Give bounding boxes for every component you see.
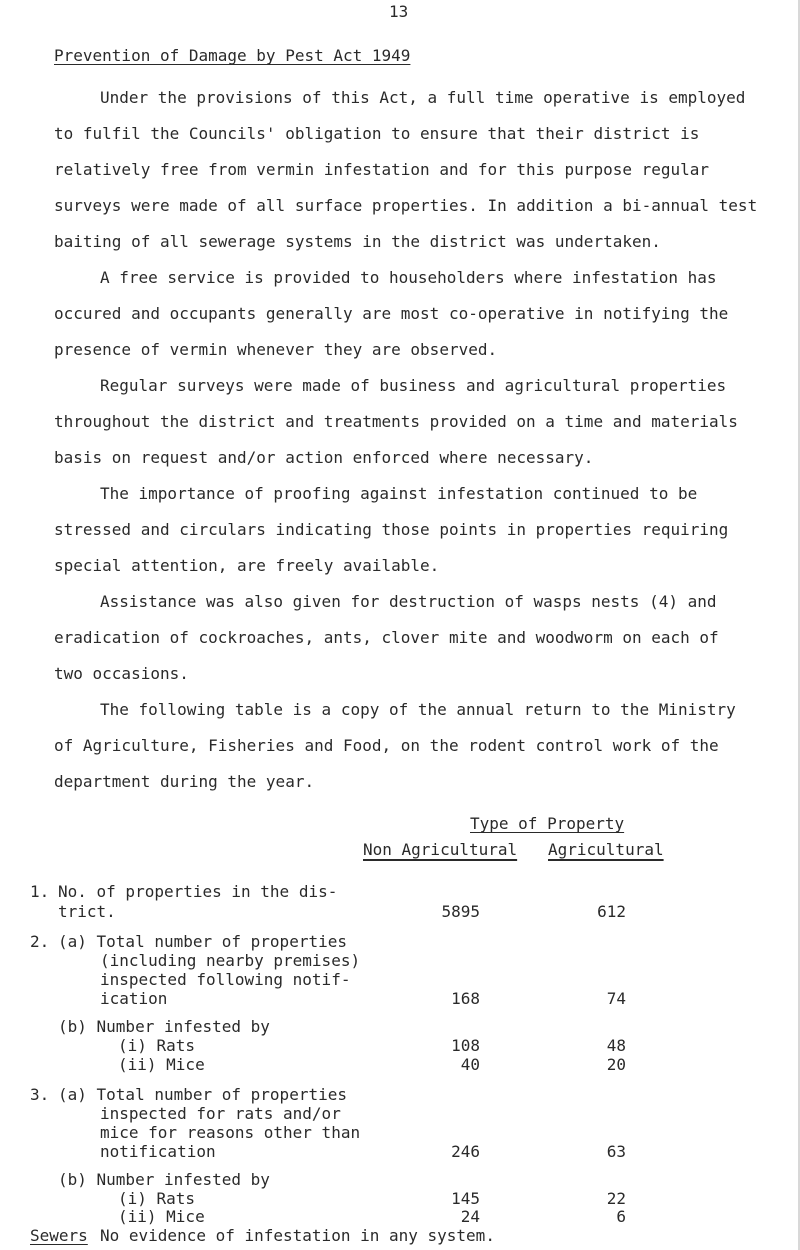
row-3b-mice-non-agricultural-value: 24 <box>460 1207 480 1226</box>
row-3b-rats-non-agricultural-value: 145 <box>451 1189 480 1208</box>
row-2b-mice-agricultural-value: 20 <box>606 1055 626 1074</box>
paragraph-1-line-4: surveys were made of all surface properties. In addition a bi-annual test <box>54 196 758 215</box>
column-header-non-agricultural: Non Agricultural <box>363 840 518 859</box>
row-2a-agricultural-value: 74 <box>606 989 626 1008</box>
row-3b-mice-agricultural-value: 6 <box>616 1207 626 1226</box>
row-3b-rats-label: (i) Rats <box>118 1189 196 1208</box>
row-2b-mice-label: (ii) Mice <box>118 1055 205 1074</box>
row-2b-rats-label: (i) Rats <box>118 1036 196 1055</box>
row-3a-label-line-3: mice for reasons other than <box>100 1123 361 1142</box>
row-3b-rats-agricultural-value: 22 <box>606 1189 626 1208</box>
paragraph-3-line-3: basis on request and/or action enforced where necessary. <box>54 448 594 467</box>
paragraph-6-line-3: department during the year. <box>54 772 315 791</box>
page-number: 13 <box>389 2 409 21</box>
row-2a-label-line-3: inspected following notif- <box>100 970 351 989</box>
paragraph-1-line-5: baiting of all sewerage systems in the district was undertaken. <box>54 232 661 251</box>
row-3b-label: (b) Number infested by <box>58 1170 270 1189</box>
paragraph-5-line-3: two occasions. <box>54 664 189 683</box>
row-2b-rats-agricultural-value: 48 <box>606 1036 626 1055</box>
row-2b-label: (b) Number infested by <box>58 1017 270 1036</box>
paragraph-5-line-1: Assistance was also given for destruction of wasps nests (4) and <box>100 592 717 611</box>
row-2b-rats-non-agricultural-value: 108 <box>451 1036 480 1055</box>
row-1-number: 1. <box>30 882 50 901</box>
row-3a-agricultural-value: 63 <box>606 1142 626 1161</box>
row-2b-mice-non-agricultural-value: 40 <box>460 1055 480 1074</box>
paragraph-4-line-3: special attention, are freely available. <box>54 556 440 575</box>
paragraph-1-line-1: Under the provisions of this Act, a full time operative is employed <box>100 88 746 107</box>
paragraph-5-line-2: eradication of cockroaches, ants, clover mite and woodworm on each of <box>54 628 719 647</box>
row-2a-label-line-2: (including nearby premises) <box>100 951 361 970</box>
table-group-header: Type of Property <box>470 814 625 833</box>
row-2a-label-line-4: ication <box>100 989 168 1008</box>
row-3a-non-agricultural-value: 246 <box>451 1142 480 1161</box>
paragraph-2-line-1: A free service is provided to householders where infestation has <box>100 268 717 287</box>
row-3a-label-line-2: inspected for rats and/or <box>100 1104 341 1123</box>
paragraph-4-line-2: stressed and circulars indicating those points in properties requiring <box>54 520 729 539</box>
row-1-label-line-1: No. of properties in the dis- <box>58 882 338 901</box>
paragraph-6-line-2: of Agriculture, Fisheries and Food, on the rodent control work of the <box>54 736 719 755</box>
paragraph-3-line-1: Regular surveys were made of business and agricultural properties <box>100 376 727 395</box>
row-1-agricultural-value: 612 <box>597 902 626 921</box>
paragraph-2-line-3: presence of vermin whenever they are observed. <box>54 340 498 359</box>
column-header-agricultural: Agricultural <box>548 840 664 859</box>
paragraph-6-line-1: The following table is a copy of the annual return to the Ministry <box>100 700 736 719</box>
sewers-label: Sewers <box>30 1226 88 1245</box>
row-1-label-line-2: trict. <box>58 902 116 921</box>
paragraph-3-line-2: throughout the district and treatments provided on a time and materials <box>54 412 738 431</box>
row-3-number: 3. <box>30 1085 50 1104</box>
paragraph-2-line-2: occured and occupants generally are most co-operative in notifying the <box>54 304 729 323</box>
row-1-non-agricultural-value: 5895 <box>441 902 480 921</box>
paragraph-1-line-2: to fulfil the Councils' obligation to ensure that their district is <box>54 124 700 143</box>
row-3a-label-line-1: (a) Total number of properties <box>58 1085 347 1104</box>
paragraph-4-line-1: The importance of proofing against infestation continued to be <box>100 484 698 503</box>
section-heading: Prevention of Damage by Pest Act 1949 <box>54 46 411 65</box>
paragraph-1-line-3: relatively free from vermin infestation and for this purpose regular <box>54 160 710 179</box>
row-2a-non-agricultural-value: 168 <box>451 989 480 1008</box>
row-2-number: 2. <box>30 932 50 951</box>
row-3a-label-line-4: notification <box>100 1142 216 1161</box>
sewers-text: No evidence of infestation in any system. <box>100 1226 495 1245</box>
row-2a-label-line-1: (a) Total number of properties <box>58 932 347 951</box>
row-3b-mice-label: (ii) Mice <box>118 1207 205 1226</box>
